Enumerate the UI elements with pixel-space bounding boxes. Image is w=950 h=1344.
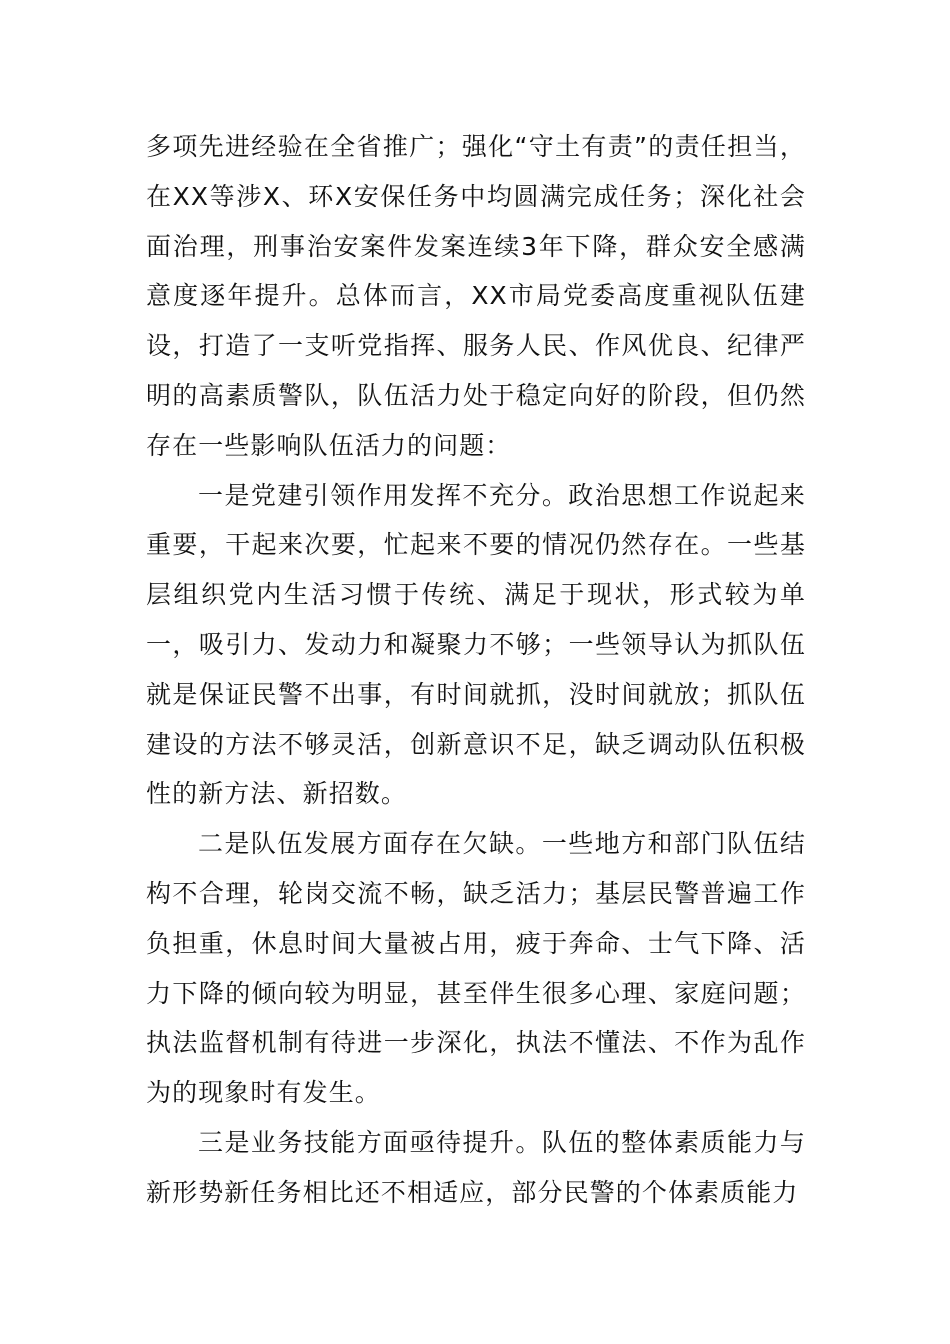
- body-paragraph-party-building: 一是党建引领作用发挥不充分。政治思想工作说起来重要，干起来次要，忙起来不要的情况仍然存在。一些基层组织党内生活习惯于传统、满足于现状，形式较为单一，吸引力、发动力和凝聚力不够；一些领导认为抓队伍就是保证民警不出事，有时间就抓，没时间就放；抓队伍建设的方法不够灵活，创新意识不足，缺乏调动队伍积极性的新方法、新招数。: [146, 480, 806, 809]
- body-paragraph-team-development: 二是队伍发展方面存在欠缺。一些地方和部门队伍结构不合理，轮岗交流不畅，缺乏活力；基层民警普遍工作负担重，休息时间大量被占用，疲于奔命、士气下降、活力下降的倾向较为明显，甚至伴生很多心理、家庭问题；执法监督机制有待进一步深化，执法不懂法、不作为乱作为的现象时有发生。: [146, 829, 806, 1108]
- body-paragraph-continued: 多项先进经验在全省推广；强化“守土有责”的责任担当，在XX等涉X、环X安保任务中均圆满完成任务；深化社会面治理，刑事治安案件发案连续3年下降，群众安全感满意度逐年提升。总体而言，XX市局党委高度重视队伍建设，打造了一支听党指挥、服务人民、作风优良、纪律严明的高素质警队，队伍活力处于稳定向好的阶段，但仍然存在一些影响队伍活力的问题：: [146, 132, 806, 460]
- document-page: [146, 122, 806, 1218]
- body-paragraph-business-skills: 三是业务技能方面亟待提升。队伍的整体素质能力与新形势新任务相比还不相适应，部分民警的个体素质能力: [146, 1127, 806, 1207]
